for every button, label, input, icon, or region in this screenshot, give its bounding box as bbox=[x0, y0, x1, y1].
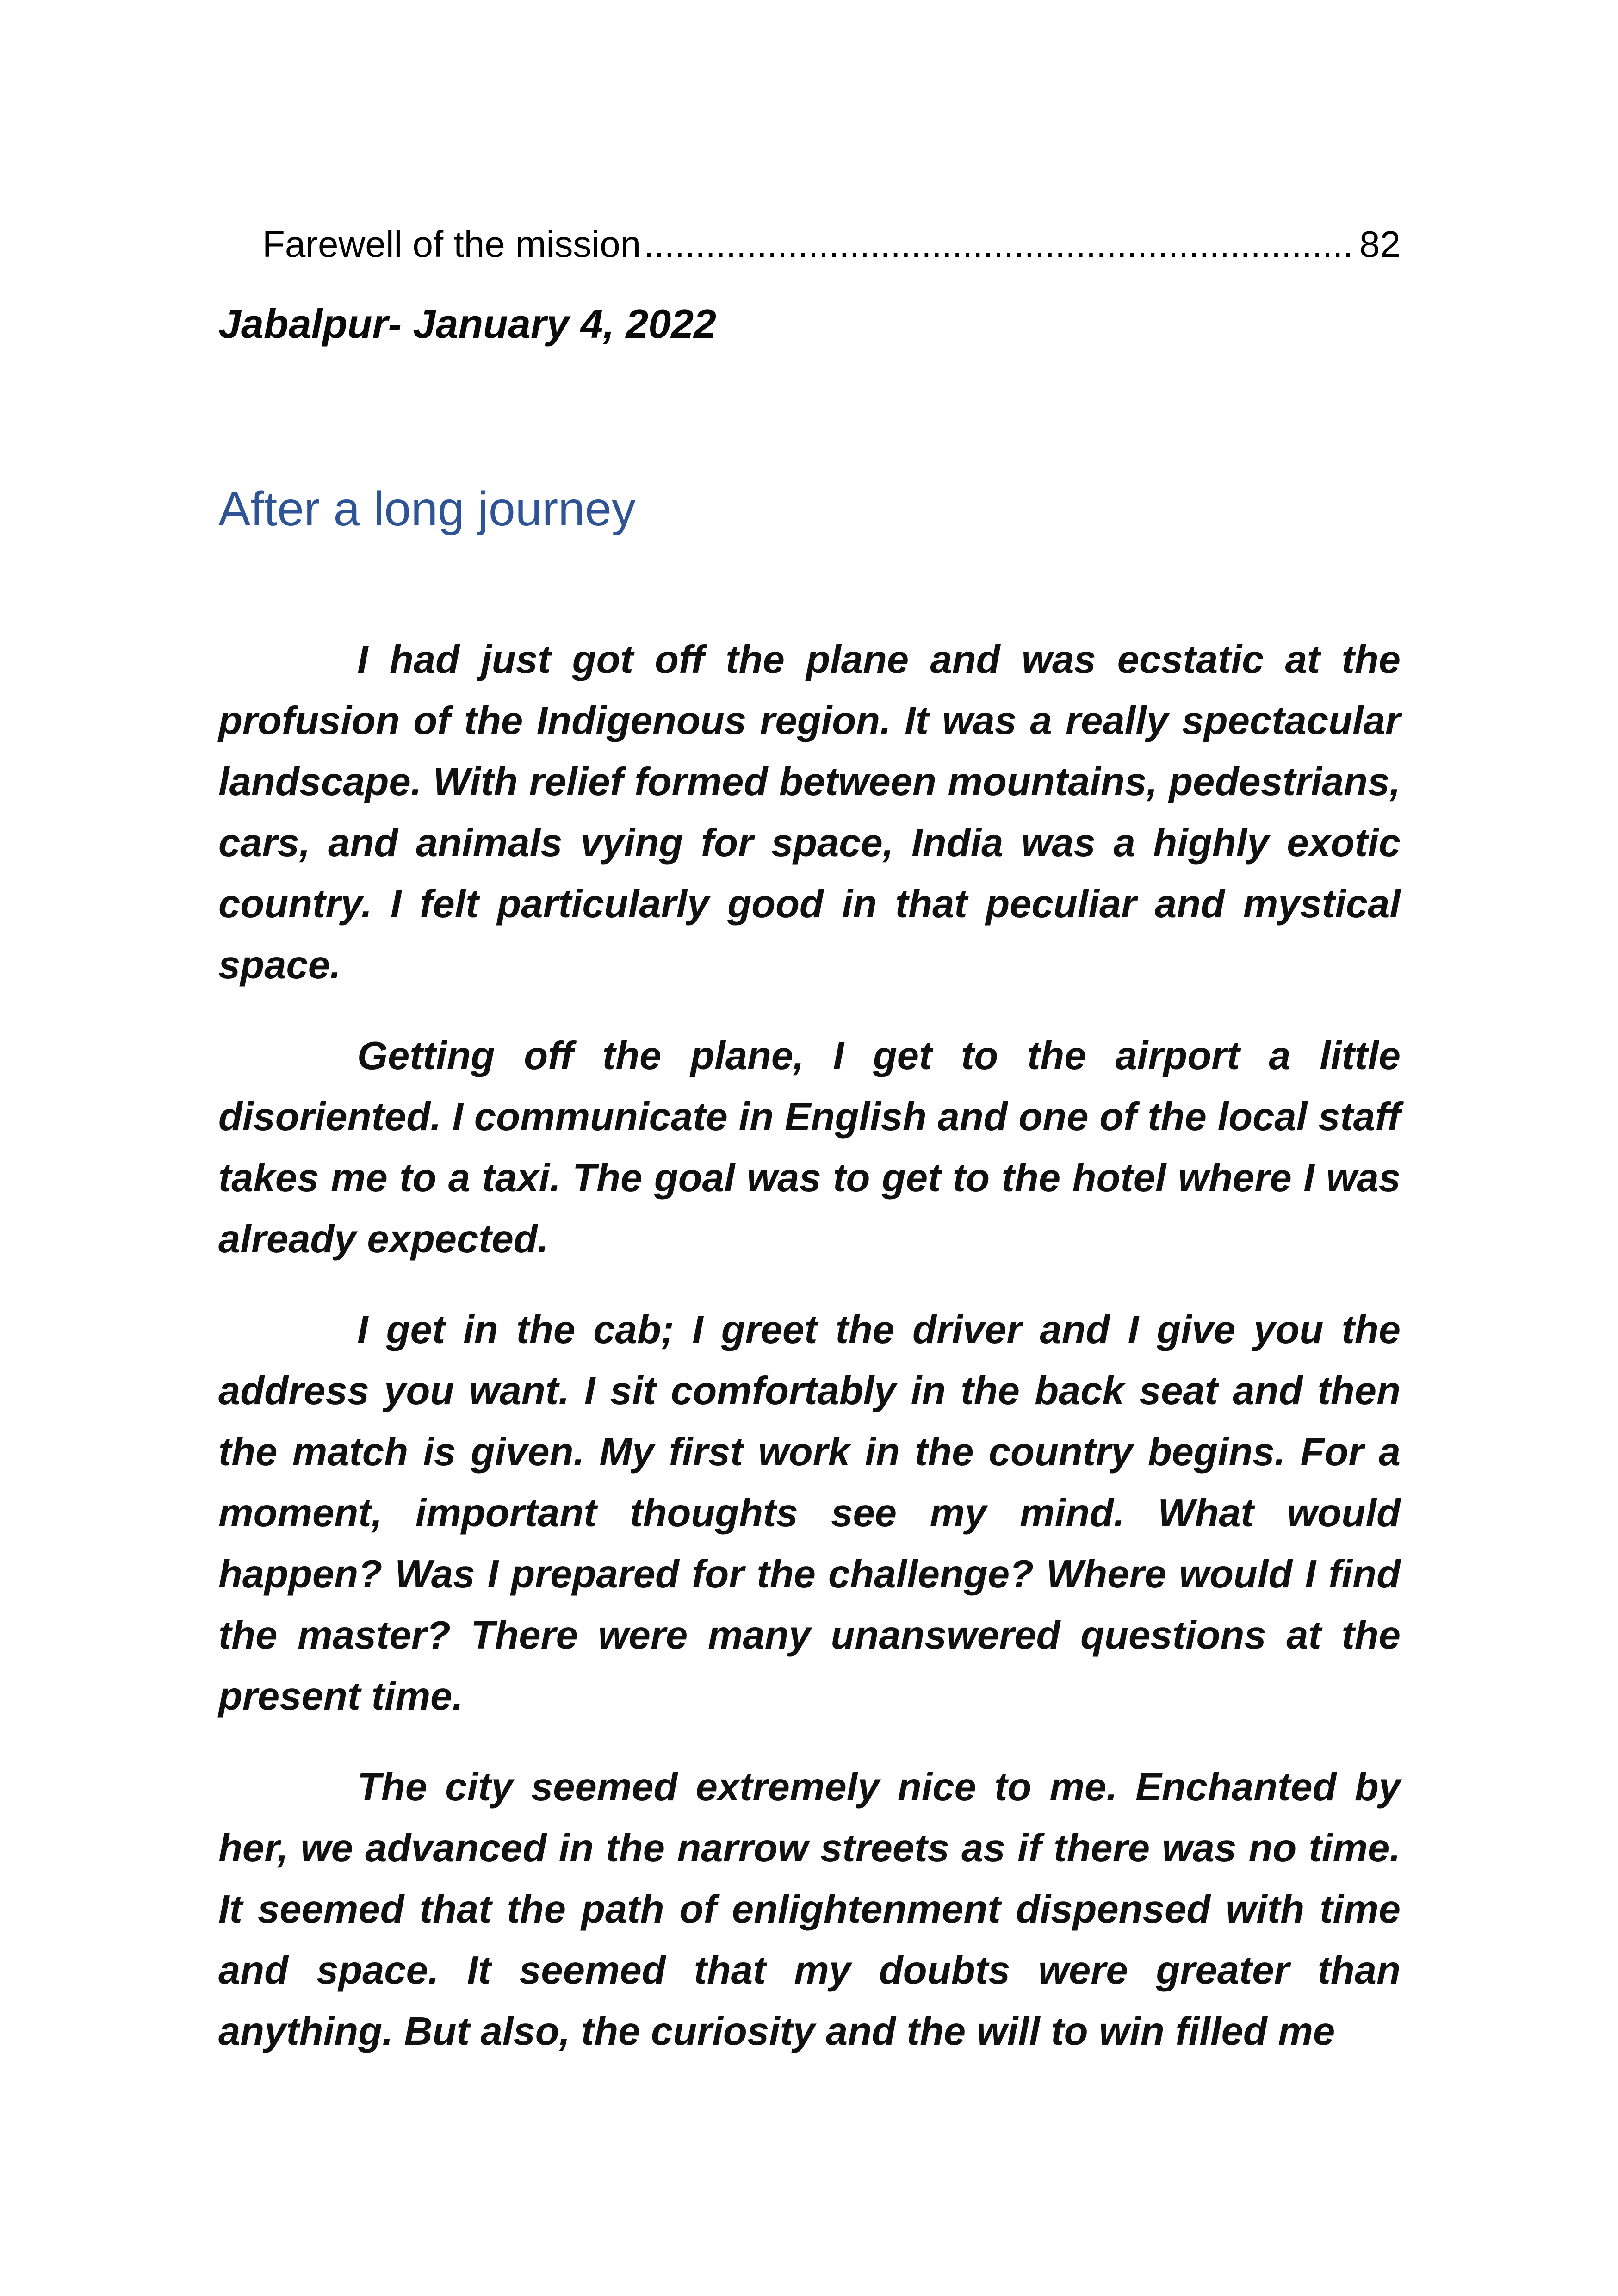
paragraph-4: The city seemed extremely nice to me. Enchanted by her, we advanced in the narrow streets as if there was no time. It seemed that the path of enlightenment dispensed with time and space. It seemed that my doubts were greater than anything. But also, the curiosity and the will to win filled me bbox=[218, 1765, 1401, 2053]
body-text bbox=[218, 629, 1401, 2092]
toc-entry-title: Farewell of the mission bbox=[262, 224, 641, 265]
toc-dot-leader bbox=[644, 217, 1357, 272]
toc-entry[interactable] bbox=[262, 217, 1401, 272]
toc-entry-page-number: 82 bbox=[1359, 224, 1401, 265]
paragraph-3: I get in the cab; I greet the driver and I give you the address you want. I sit comfortably in the back seat and then the match is given. My first work in the country begins. For a moment, important thoughts see my mind. What would happen? Was I prepared for the challenge? Where would I find the master? There were many unanswered questions at the present time. bbox=[218, 1308, 1401, 1718]
section-heading: After a long journey bbox=[218, 482, 636, 536]
dateline: Jabalpur- January 4, 2022 bbox=[218, 301, 717, 347]
paragraph-2: Getting off the plane, I get to the airport a little disoriented. I communicate in English and one of the local staff takes me to a taxi. The goal was to get to the hotel where I was already expected. bbox=[218, 1034, 1401, 1261]
paragraph-1: I had just got off the plane and was ecstatic at the profusion of the Indigenous region. It was a really spectacular landscape. With relief formed between mountains, pedestrians, cars, and animals vying for space, India was a highly exotic country. I felt particularly good in that peculiar and mystical space. bbox=[218, 638, 1401, 987]
